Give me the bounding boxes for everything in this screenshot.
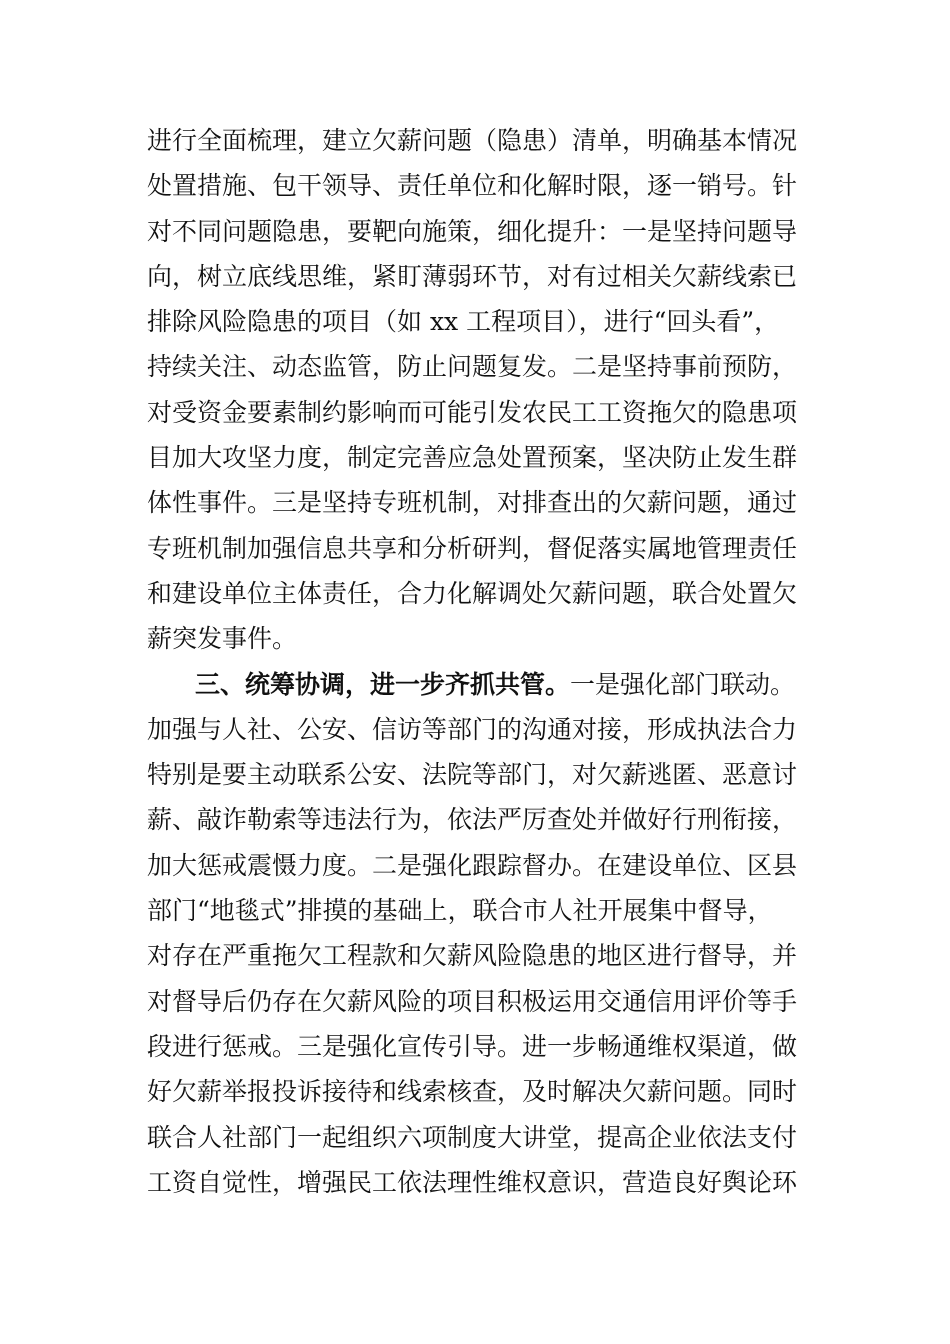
text-line: 好欠薪举报投诉接待和线索核查，及时解决欠薪问题。同时 bbox=[147, 1077, 798, 1107]
text-line: 处置措施、包干领导、责任单位和化解时限，逐一销号。针 bbox=[147, 171, 798, 201]
text-line: 对督导后仍存在欠薪风险的项目积极运用交通信用评价等手 bbox=[147, 986, 798, 1016]
text-line: 对存在严重拖欠工程款和欠薪风险隐患的地区进行督导，并 bbox=[147, 941, 798, 971]
body-text bbox=[147, 118, 827, 1205]
text-line: 部门“地毯式”排摸的基础上，联合市人社开展集中督导， bbox=[147, 896, 773, 926]
text-line: 工资自觉性，增强民工依法理性维权意识，营造良好舆论环 bbox=[147, 1167, 798, 1197]
text-line: 和建设单位主体责任，合力化解调处欠薪问题，联合处置欠 bbox=[147, 578, 798, 608]
text-line: 段进行惩戒。三是强化宣传引导。进一步畅通维权渠道，做 bbox=[147, 1031, 798, 1061]
text-line: 联合人社部门一起组织六项制度大讲堂，提高企业依法支付 bbox=[147, 1122, 798, 1152]
text-line: 对受资金要素制约影响而可能引发农民工工资拖欠的隐患项 bbox=[147, 397, 798, 427]
text-line: 加强与人社、公安、信访等部门的沟通对接，形成执法合力 bbox=[147, 714, 798, 744]
text-line: 专班机制加强信息共享和分析研判，督促落实属地管理责任 bbox=[147, 533, 798, 563]
text-line: 加大惩戒震慑力度。二是强化跟踪督办。在建设单位、区县 bbox=[147, 850, 798, 880]
text-line: 持续关注、动态监管，防止问题复发。二是坚持事前预防， bbox=[147, 352, 798, 382]
text-line: 薪、敲诈勒索等违法行为，依法严厉查处并做好行刑衔接， bbox=[147, 805, 798, 835]
text-line: 体性事件。三是坚持专班机制，对排查出的欠薪问题，通过 bbox=[147, 488, 798, 518]
text-line: 特别是要主动联系公安、法院等部门，对欠薪逃匿、恶意讨 bbox=[147, 760, 798, 790]
text-line: 排除风险隐患的项目（如 xx 工程项目），进行“回头看”， bbox=[147, 307, 780, 337]
text-line: 目加大攻坚力度，制定完善应急处置预案，坚决防止发生群 bbox=[147, 443, 798, 473]
text-line: 进行全面梳理，建立欠薪问题（隐患）清单，明确基本情况 bbox=[147, 126, 798, 155]
section-heading: 三、统筹协调，进一步齐抓共管。 bbox=[195, 669, 571, 699]
text-line: 向，树立底线思维，紧盯薄弱环节，对有过相关欠薪线索已 bbox=[147, 261, 798, 291]
text-line: 薪突发事件。 bbox=[147, 624, 298, 654]
section-heading-rest: 一是强化部门联动。 bbox=[570, 669, 796, 699]
text-line: 对不同问题隐患，要靶向施策，细化提升：一是坚持问题导 bbox=[147, 216, 798, 246]
section-heading-line bbox=[147, 662, 827, 707]
